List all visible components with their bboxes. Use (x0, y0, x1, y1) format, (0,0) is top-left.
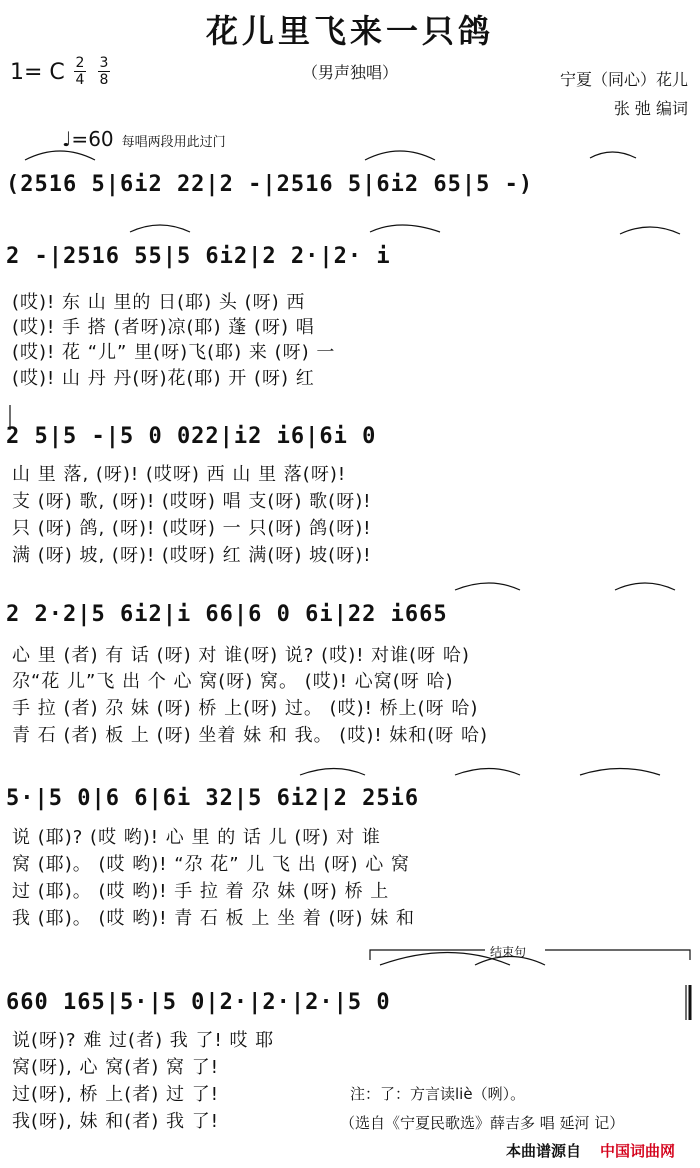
citation: （选自《宁夏民歌选》薛吉多 唱 延河 记） (340, 1114, 625, 1132)
notation-line-3: 2 5|5 -|5 0 022|i2 i6|6i 0 (6, 424, 377, 449)
lyric-line: 我(呀), 妹 和(者) 我 了! (12, 1111, 219, 1132)
lyric-line: (哎)! 山 丹 丹(呀)花(耶) 开 (呀) 红 (12, 368, 315, 389)
slur-mark (615, 583, 675, 590)
lyric-line: 尕“花 儿”飞 出 个 心 窝(呀) 窝。 (哎)! 心窝(呀 哈) (12, 671, 454, 692)
slur-mark (580, 769, 660, 776)
key-signature: 1= C (10, 60, 65, 85)
lyric-line: (哎)! 花 “儿” 里(呀)飞(耶) 来 (呀) 一 (12, 342, 336, 363)
lyric-line: (哎)! 手 搭 (者呀)凉(耶) 蓬 (呀) 唱 (12, 317, 315, 338)
lyric-line: 青 石 (者) 板 上 (呀) 坐着 妹 和 我。 (哎)! 妹和(呀 哈) (12, 725, 489, 746)
slur-mark (25, 151, 95, 160)
song-origin: 宁夏（同心）花儿 (559, 70, 688, 89)
lyric-line: 过(呀), 桥 上(者) 过 了! (12, 1084, 219, 1105)
song-subtitle: （男声独唱） (301, 63, 398, 82)
song-author: 张 弛 编词 (613, 99, 688, 118)
slur-mark (370, 225, 440, 232)
lyric-line: 支 (呀) 歌, (呀)! (哎呀) 唱 支(呀) 歌(呀)! (12, 491, 372, 512)
notation-line-4: 2 2·2|5 6i2|i 66|6 0 6i|22 i665 (6, 602, 448, 627)
lyric-line: 过 (耶)。 (哎 哟)! 手 拉 着 尕 妹 (呀) 桥 上 (12, 881, 390, 902)
notation-line-1: (2516 5|6i2 22|2 -|2516 5|6i2 65|5 -) (6, 172, 534, 197)
lyric-line: 说 (耶)? (哎 哟)! 心 里 的 话 儿 (呀) 对 谁 (12, 827, 381, 848)
notation-line-5: 5·|5 0|6 6|6i 32|5 6i2|2 25i6 (6, 786, 420, 811)
ending-label: 结束句 (490, 945, 527, 959)
lyric-line: 满 (呀) 坡, (呀)! (哎呀) 红 满(呀) 坡(呀)! (12, 545, 372, 566)
slur-mark (300, 769, 365, 776)
lyric-line: 心 里 (者) 有 话 (呀) 对 谁(呀) 说? (哎)! 对谁(呀 哈) (12, 645, 470, 666)
lyric-line: 窝(呀), 心 窝(者) 窝 了! (12, 1057, 219, 1078)
lyric-line: 山 里 落, (呀)! (哎呀) 西 山 里 落(呀)! (12, 464, 347, 485)
time-signature-2: 3 8 (99, 55, 109, 88)
lyric-line: 只 (呀) 鸽, (呀)! (哎呀) 一 只(呀) 鸽(呀)! (12, 518, 372, 539)
lyric-line: 窝 (耶)。 (哎 哟)! “尕 花” 儿 飞 出 (呀) 心 窝 (12, 854, 410, 875)
lyric-line: 我 (耶)。 (哎 哟)! 青 石 板 上 坐 着 (呀) 妹 和 (12, 908, 416, 929)
lyric-line: 说(呀)? 难 过(者) 我 了! 哎 耶 (12, 1030, 275, 1051)
notation-line-2: 2 -|2516 55|5 6i2|2 2·|2· i (6, 244, 391, 269)
slur-mark (455, 769, 520, 776)
ending-bracket (545, 950, 690, 960)
slur-mark (365, 151, 435, 160)
source-label: 本曲谱源自 (506, 1142, 582, 1160)
song-title: 花儿里飞来一只鸽 (205, 12, 494, 50)
footnote: 注：了：方言读liè（咧）。 (350, 1085, 526, 1103)
slur-mark (455, 583, 520, 590)
slur-mark (130, 225, 190, 232)
time-signature-1: 2 4 (75, 55, 85, 88)
ending-bracket (370, 950, 485, 960)
lyric-line: 手 拉 (者) 尕 妹 (呀) 桥 上(呀) 过。 (哎)! 桥上(呀 哈) (12, 698, 479, 719)
slur-mark (620, 227, 680, 234)
slur-mark (590, 152, 636, 158)
tempo-marking: ♩=60 每唱两段用此过门 (62, 127, 226, 151)
lyric-line: (哎)! 东 山 里的 日(耶) 头 (呀) 西 (12, 292, 306, 313)
slur-mark (475, 957, 545, 966)
source-site: 中国词曲网 (600, 1142, 676, 1160)
notation-line-6: 660 165|5·|5 0|2·|2·|2·|5 0 (6, 990, 391, 1015)
